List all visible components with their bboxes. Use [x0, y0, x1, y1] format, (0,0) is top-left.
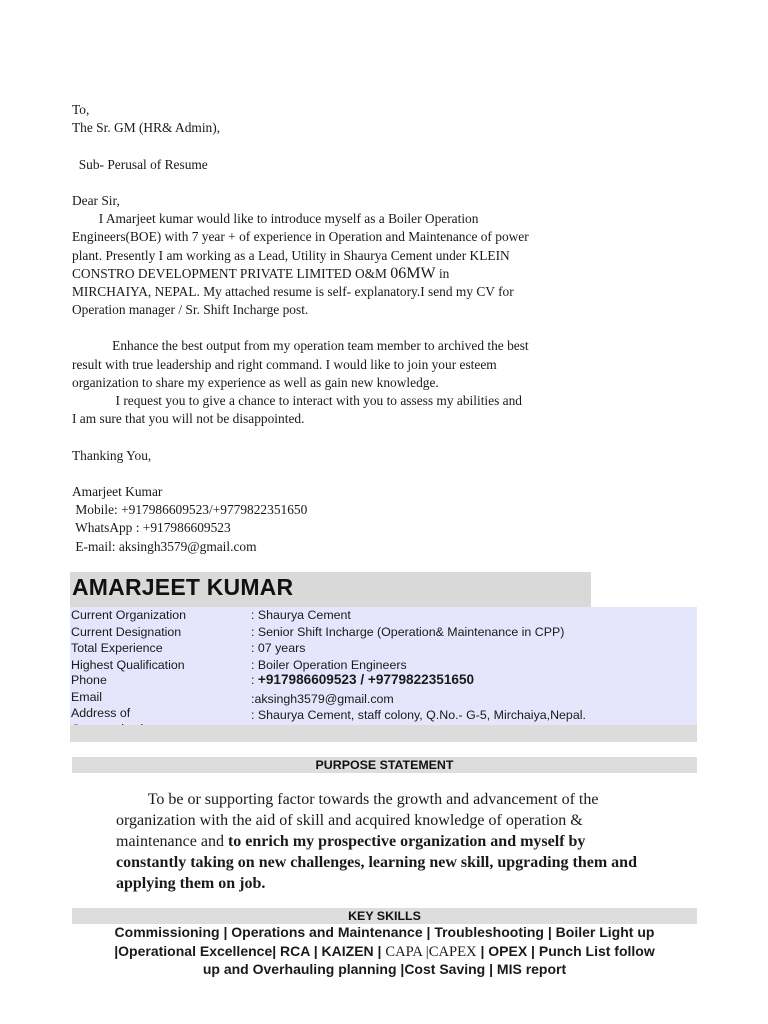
letter-paragraph-2-line: result with true leadership and right command. I would like to join your esteem	[72, 356, 497, 372]
sender-name: Amarjeet Kumar	[72, 483, 163, 499]
info-label: Current Designation	[71, 624, 182, 639]
info-label: Address of	[71, 706, 131, 720]
letter-closing: Thanking You,	[72, 447, 152, 463]
cover-letter	[72, 101, 602, 556]
info-value: : Shaurya Cement, staff colony, Q.No.- G-5, Mirchaiya,Nepal.	[251, 708, 586, 722]
skills-text: | OPEX | Punch List follow	[476, 942, 655, 959]
purpose-line	[116, 831, 706, 852]
letter-paragraph-3-line: I request you to give a chance to interact with you to assess my abilities and	[72, 393, 522, 408]
info-value: : Senior Shift Incharge (Operation& Maintenance in CPP)	[251, 624, 565, 639]
letter-paragraph-1-line	[72, 265, 602, 283]
info-label: Current Organization	[71, 608, 187, 622]
purpose-line: applying them on job.	[116, 875, 266, 892]
purpose-line: constantly taking on new challenges, learning new skill, upgrading them and	[116, 854, 637, 871]
capacity-text: 06MW	[390, 264, 436, 282]
letter-addressee: The Sr. GM (HR& Admin),	[72, 120, 221, 136]
key-skills	[72, 923, 697, 979]
skills-line	[72, 942, 697, 961]
info-label: Highest Qualification	[71, 657, 185, 672]
letter-paragraph-1-line: Engineers(BOE) with 7 year + of experience in Operation and Maintenance of power	[72, 229, 529, 245]
purpose-line: organization with the aid of skill and acquired knowledge of operation &	[116, 812, 583, 829]
letter-subject: Sub- Perusal of Resume	[72, 156, 208, 172]
sender-email: E-mail: aksingh3579@gmail.com	[72, 538, 257, 554]
letter-paragraph-1-line: MIRCHAIYA, NEPAL. My attached resume is self- explanatory.I send my CV for	[72, 283, 514, 299]
info-value: : Shaurya Cement	[251, 608, 351, 622]
info-value: :aksingh3579@gmail.com	[251, 691, 394, 706]
purpose-text: maintenance and	[116, 833, 228, 850]
resume-name: AMARJEET KUMAR	[72, 574, 294, 600]
phone-number: +917986609523 / +9779822351650	[257, 672, 475, 687]
info-table-footer	[70, 725, 697, 742]
skills-text: |Operational Excellence| RCA | KAIZEN |	[114, 942, 386, 959]
info-value: : Boiler Operation Engineers	[251, 657, 407, 672]
resume-name-bar	[70, 572, 591, 607]
personal-info-table	[70, 607, 697, 725]
info-value: : 07 years	[251, 641, 306, 655]
sender-mobile: Mobile: +917986609523/+9779822351650	[72, 502, 308, 518]
letter-to: To,	[72, 102, 90, 117]
info-label: Total Experience	[71, 641, 163, 655]
colon-prefix: :	[251, 673, 258, 687]
company-text: CONSTRO DEVELOPMENT PRIVATE LIMITED O&M	[72, 265, 391, 281]
letter-paragraph-1-line: Operation manager / Sr. Shift Incharge post.	[72, 302, 309, 318]
skills-line: Commissioning | Operations and Maintenance | Troubleshooting | Boiler Light up	[114, 924, 655, 940]
purpose-statement	[116, 789, 706, 894]
location-prefix: in	[435, 265, 450, 281]
purpose-line: To be or supporting factor towards the growth and advancement of the	[116, 791, 599, 808]
info-label: Phone	[71, 673, 107, 687]
info-label: Email	[71, 689, 102, 704]
sender-whatsapp: WhatsApp : +917986609523	[72, 520, 231, 536]
letter-paragraph-1-line: I Amarjeet kumar would like to introduce myself as a Boiler Operation	[72, 211, 479, 227]
purpose-bold-text: to enrich my prospective organization and myself by	[227, 833, 586, 850]
skills-heading: KEY SKILLS	[72, 908, 697, 924]
letter-paragraph-1-line: plant. Presently I am working as a Lead, Utility in Shaurya Cement under KLEIN	[72, 247, 510, 263]
letter-paragraph-3-line: I am sure that you will not be disappointed.	[72, 411, 305, 427]
letter-paragraph-2-line: organization to share my experience as well as gain new knowledge.	[72, 374, 439, 390]
letter-paragraph-2-line: Enhance the best output from my operation team member to archived the best	[72, 338, 529, 354]
skills-serif-text: CAPA |CAPEX	[385, 943, 477, 960]
info-value-phone	[251, 672, 474, 689]
letter-salutation: Dear Sir,	[72, 192, 120, 208]
skills-line: up and Overhauling planning |Cost Saving | MIS report	[202, 961, 567, 977]
purpose-heading: PURPOSE STATEMENT	[72, 757, 697, 773]
